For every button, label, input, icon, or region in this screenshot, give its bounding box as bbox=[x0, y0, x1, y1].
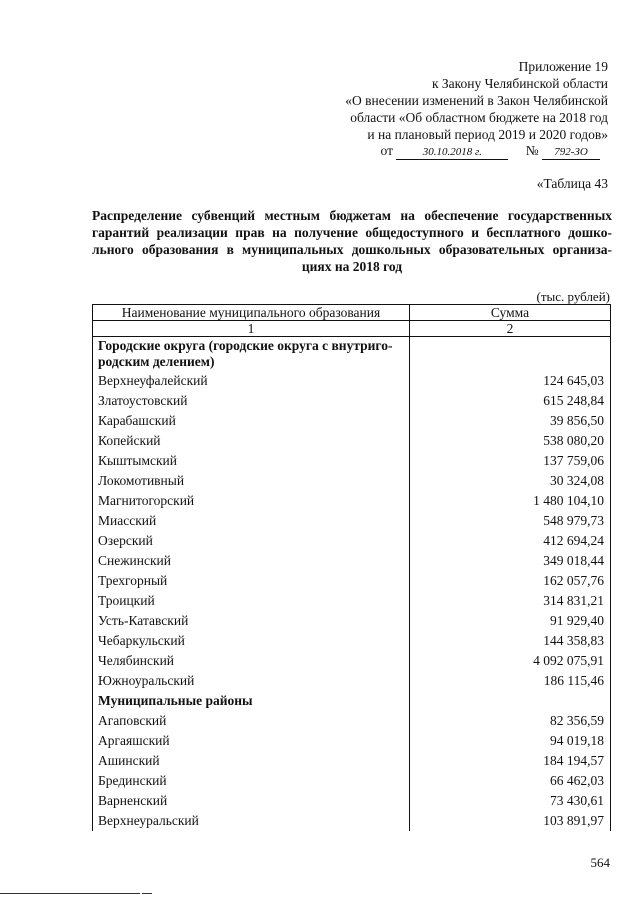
municipality-name: Трехгорный bbox=[93, 571, 410, 591]
header-line: Приложение 19 bbox=[518, 59, 608, 74]
subsidy-amount: 39 856,50 bbox=[410, 411, 611, 431]
table-row bbox=[93, 451, 611, 471]
municipality-name: Златоустовский bbox=[93, 391, 410, 411]
number-label: № bbox=[525, 143, 539, 158]
table-row bbox=[93, 471, 611, 491]
municipality-name: Верхнеуфалейский bbox=[93, 371, 410, 391]
subsidy-amount: 186 115,46 bbox=[410, 671, 611, 691]
group-empty-cell bbox=[410, 337, 611, 372]
table-row bbox=[93, 791, 611, 811]
table-body bbox=[93, 337, 611, 832]
municipality-name: Верхнеуральский bbox=[93, 811, 410, 831]
header-line: и на плановый период 2019 и 2020 годов» bbox=[367, 127, 608, 142]
from-label: от bbox=[380, 143, 393, 158]
subsidy-amount: 349 018,44 bbox=[410, 551, 611, 571]
table-header-row bbox=[93, 305, 611, 321]
municipality-name: Агаповский bbox=[93, 711, 410, 731]
table-row bbox=[93, 591, 611, 611]
subsidy-amount: 103 891,97 bbox=[410, 811, 611, 831]
subsidy-amount: 30 324,08 bbox=[410, 471, 611, 491]
table-row bbox=[93, 751, 611, 771]
subsidy-amount: 1 480 104,10 bbox=[410, 491, 611, 511]
subsidy-table bbox=[92, 304, 611, 831]
subsidy-amount: 137 759,06 bbox=[410, 451, 611, 471]
group-title: Муниципальные районы bbox=[93, 691, 410, 711]
municipality-name: Чебаркульский bbox=[93, 631, 410, 651]
law-date-number bbox=[381, 143, 601, 160]
subsidy-amount: 314 831,21 bbox=[410, 591, 611, 611]
table-row bbox=[93, 631, 611, 651]
municipality-name: Снежинский bbox=[93, 551, 410, 571]
municipality-name: Аргаяшский bbox=[93, 731, 410, 751]
subsidy-amount: 66 462,03 bbox=[410, 771, 611, 791]
subsidy-amount: 124 645,03 bbox=[410, 371, 611, 391]
municipality-name: Копейский bbox=[93, 431, 410, 451]
group-title: Городские округа (городские округа с внутриго-родским делением) bbox=[93, 337, 410, 372]
table-row bbox=[93, 651, 611, 671]
table-number: «Таблица 43 bbox=[536, 176, 608, 191]
municipality-name: Челябинский bbox=[93, 651, 410, 671]
subsidy-amount: 91 929,40 bbox=[410, 611, 611, 631]
header-line: «О внесении изменений в Закон Челябинской bbox=[345, 93, 608, 108]
subsidy-amount: 184 194,57 bbox=[410, 751, 611, 771]
subsidy-amount: 73 430,61 bbox=[410, 791, 611, 811]
column-header-sum: Сумма bbox=[410, 305, 611, 321]
subsidy-amount: 94 019,18 bbox=[410, 731, 611, 751]
municipality-name: Карабашский bbox=[93, 411, 410, 431]
table-row bbox=[93, 371, 611, 391]
subsidy-amount: 4 092 075,91 bbox=[410, 651, 611, 671]
subsidy-amount: 144 358,83 bbox=[410, 631, 611, 651]
law-date: 30.10.2018 г. bbox=[396, 146, 508, 160]
table-row bbox=[93, 671, 611, 691]
table-row bbox=[93, 811, 611, 831]
group-header-row bbox=[93, 337, 611, 372]
footer-rule-short bbox=[142, 893, 152, 894]
municipality-name: Брединский bbox=[93, 771, 410, 791]
table-row bbox=[93, 551, 611, 571]
municipality-name: Кыштымский bbox=[93, 451, 410, 471]
municipality-name: Озерский bbox=[93, 531, 410, 551]
table-row bbox=[93, 391, 611, 411]
footer-rule bbox=[0, 893, 140, 894]
municipality-name: Варненский bbox=[93, 791, 410, 811]
law-number: 792-ЗО bbox=[542, 146, 600, 160]
column-header-name: Наименование муниципального образования bbox=[93, 305, 410, 321]
subsidy-amount: 82 356,59 bbox=[410, 711, 611, 731]
column-number-row bbox=[93, 321, 611, 337]
header-line: к Закону Челябинской области bbox=[431, 76, 608, 91]
table-row bbox=[93, 431, 611, 451]
municipality-name: Локомотивный bbox=[93, 471, 410, 491]
subsidy-amount: 548 979,73 bbox=[410, 511, 611, 531]
appendix-header bbox=[345, 58, 608, 143]
municipality-name: Усть-Катавский bbox=[93, 611, 410, 631]
subsidy-amount: 538 080,20 bbox=[410, 431, 611, 451]
column-number-2: 2 bbox=[410, 321, 611, 337]
page-number: 564 bbox=[590, 855, 610, 870]
table-row bbox=[93, 491, 611, 511]
header-line: области «Об областном бюджете на 2018 год bbox=[350, 110, 608, 125]
municipality-name: Южноуральский bbox=[93, 671, 410, 691]
table-row bbox=[93, 511, 611, 531]
table-row bbox=[93, 531, 611, 551]
municipality-name: Ашинский bbox=[93, 751, 410, 771]
subsidy-amount: 162 057,76 bbox=[410, 571, 611, 591]
table-row bbox=[93, 411, 611, 431]
group-empty-cell bbox=[410, 691, 611, 711]
table-row bbox=[93, 731, 611, 751]
units-label: (тыс. рублей) bbox=[536, 289, 610, 304]
group-header-row bbox=[93, 691, 611, 711]
subsidy-amount: 615 248,84 bbox=[410, 391, 611, 411]
municipality-name: Троицкий bbox=[93, 591, 410, 611]
table-row bbox=[93, 611, 611, 631]
subsidy-amount: 412 694,24 bbox=[410, 531, 611, 551]
document-title: Распределение субвенций местным бюджетам на обеспечение государственных гарантий реализации прав на получение общедоступного и бесплатного дошко-льного образования в муниципальных дошкольных образовательных организа-циях на 2018 год bbox=[92, 208, 612, 274]
column-number-1: 1 bbox=[93, 321, 410, 337]
table-row bbox=[93, 711, 611, 731]
municipality-name: Магнитогорский bbox=[93, 491, 410, 511]
table-row bbox=[93, 571, 611, 591]
municipality-name: Миасский bbox=[93, 511, 410, 531]
table-row bbox=[93, 771, 611, 791]
